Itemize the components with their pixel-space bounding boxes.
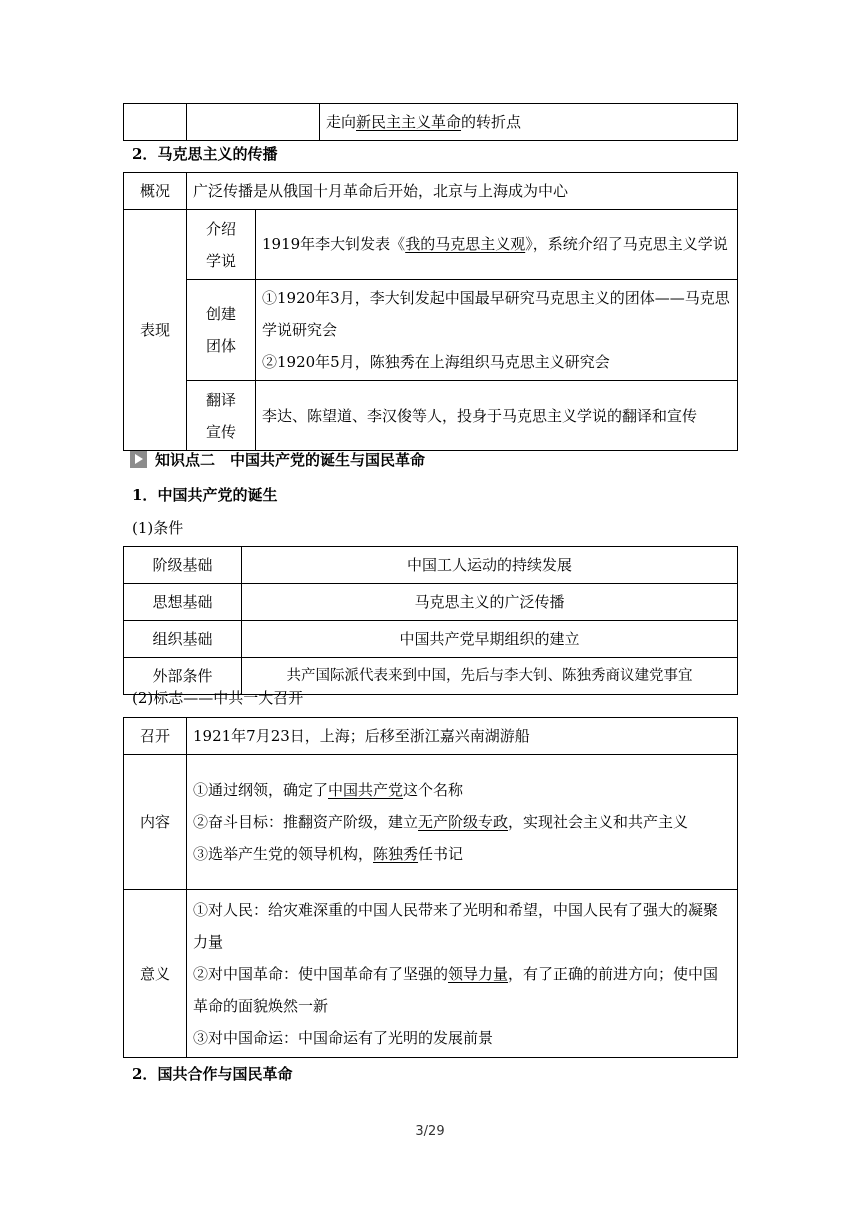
marxism-spread-table [123,172,738,451]
content-text [187,755,738,890]
translate-publicize-label: 翻译 宣传 [187,381,256,451]
introduce-theory-text: 1919年李大钊发表《我的马克思主义观》，系统介绍了马克思主义学说 [256,210,738,280]
create-group-line-1: ①1920年3月，李大钊发起中国最早研究马克思主义的团体——马克思学说研究会 [262,289,730,339]
condition-value: 中国工人运动的持续发展 [242,547,738,584]
overview-label: 概况 [124,173,187,210]
empty-cell [124,104,187,141]
section-heading-cooperation: 2．国共合作与国民革命 [132,1065,293,1083]
held-text: 1921年7月23日，上海；后移至浙江嘉兴南湖游船 [187,718,738,755]
page-number: 3/29 [415,1124,445,1139]
content-line-1: ①通过纲领，确定了中国共产党这个名称 [193,781,464,799]
condition-label: 阶级基础 [124,547,242,584]
content-label: 内容 [124,755,187,890]
content-line-3: ③选举产生党的领导机构，陈独秀任书记 [193,845,464,863]
empty-cell [187,104,320,141]
subheading-symbol: (2)标志——中共一大召开 [132,689,304,707]
continuation-table [123,103,738,141]
condition-value: 中国共产党早期组织的建立 [242,621,738,658]
create-group-label: 创建 团体 [187,280,256,381]
significance-line-2: ②对中国革命：使中国革命有了坚强的领导力量，有了正确的前进方向；使中国革命的面貌焕然一新 [193,964,719,1015]
significance-line-1: ①对人民：给灾难深重的中国人民带来了光明和希望，中国人民有了强大的凝聚力量 [193,900,719,951]
significance-label: 意义 [124,890,187,1058]
create-group-line-2: ②1920年5月，陈独秀在上海组织马克思主义研究会 [262,353,610,371]
turning-point-cell: 走向新民主主义革命的转折点 [320,104,738,141]
held-label: 召开 [124,718,187,755]
significance-text [187,890,738,1058]
significance-line-3: ③对中国命运：中国命运有了光明的发展前景 [193,1028,494,1047]
performance-label: 表现 [124,210,187,451]
condition-value: 马克思主义的广泛传播 [242,584,738,621]
introduce-theory-label: 介绍 学说 [187,210,256,280]
first-congress-table [123,717,738,1058]
section-heading-marxism-spread: 2．马克思主义的传播 [132,145,278,163]
conditions-table [123,546,738,695]
condition-label: 外部条件 [124,658,242,695]
condition-label: 组织基础 [124,621,242,658]
subheading-conditions: (1)条件 [132,519,184,537]
content-line-2: ②奋斗目标：推翻资产阶级，建立无产阶级专政，实现社会主义和共产主义 [193,813,689,831]
knowledge-point-title: 知识点二 中国共产党的诞生与国民革命 [130,449,425,470]
condition-value: 共产国际派代表来到中国，先后与李大钊、陈独秀商议建党事宜 [242,658,738,695]
translate-publicize-text: 李达、陈望道、李汉俊等人，投身于马克思主义学说的翻译和宣传 [256,381,738,451]
overview-text: 广泛传播是从俄国十月革命后开始，北京与上海成为中心 [187,173,738,210]
section-heading-cpc-birth: 1．中国共产党的诞生 [132,486,278,504]
condition-label: 思想基础 [124,584,242,621]
play-triangle-icon [130,451,147,468]
create-group-text [256,280,738,381]
